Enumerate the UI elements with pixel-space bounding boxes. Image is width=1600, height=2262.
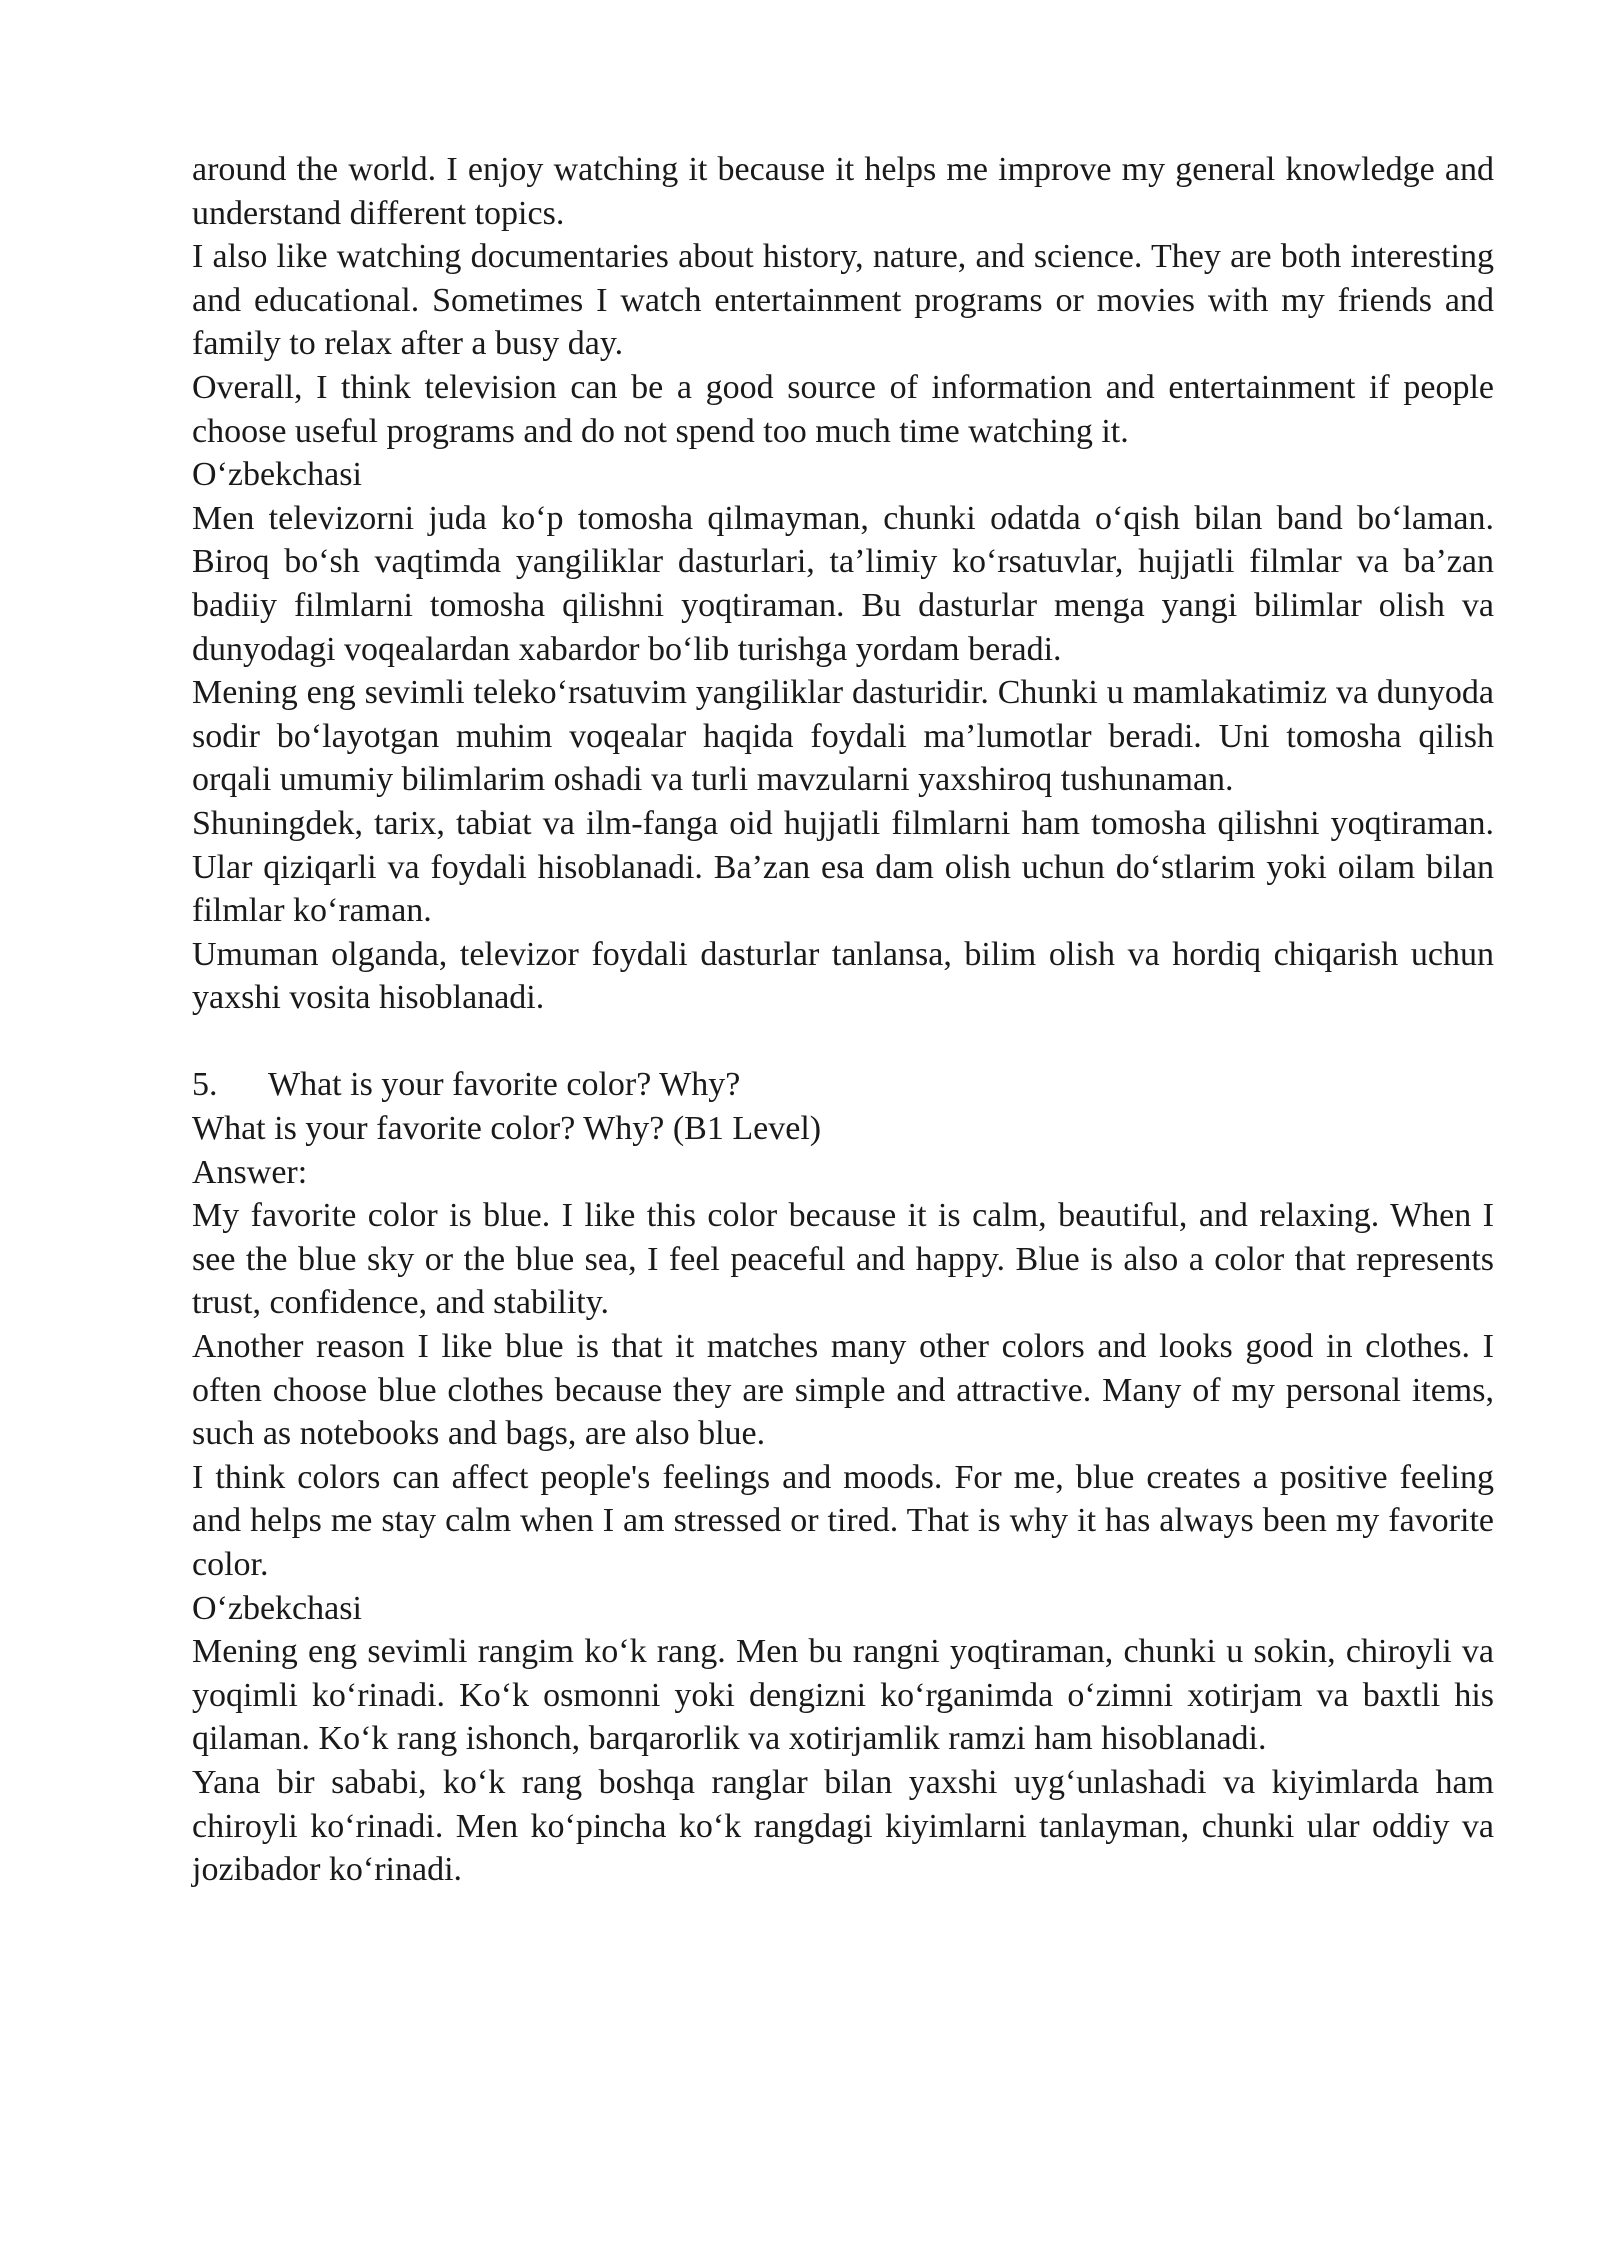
paragraph-tv-uzbek-3: Shuningdek, tarix, tabiat va ilm-fanga oid hujjatli filmlarni ham tomosha qilishni yoqtiraman. Ular qiziqarli va foydali hisoblanadi. Ba’zan esa dam olish uchun do‘stlarim yoki oilam bilan filmlar ko‘raman. — [192, 804, 1494, 930]
paragraph-tv-uzbek-1: Men televizorni juda ko‘p tomosha qilmayman, chunki odatda o‘qish bilan band bo‘laman. Biroq bo‘sh vaqtimda yangiliklar dasturlari, ta’limiy ko‘rsatuvlar, hujjatli filmlar va ba’zan badiiy filmlarni tomosha qilishni yoqtiraman. Bu dasturlar menga yangi bilimlar olish va dunyodagi voqealardan xabardor bo‘lib turishga yordam beradi. — [192, 499, 1494, 668]
question-text: What is your favorite color? Why? — [268, 1066, 741, 1104]
paragraph-tv-uzbek-4: Umuman olganda, televizor foydali dasturlar tanlansa, bilim olish va hordiq chiqarish uchun yaxshi vosita hisoblanadi. — [192, 935, 1494, 1017]
answer-label: Answer: — [192, 1153, 308, 1191]
paragraph-tv-uzbek-2: Mening eng sevimli teleko‘rsatuvim yangiliklar dasturidir. Chunki u mamlakatimiz va dunyoda sodir bo‘layotgan muhim voqealar haqida foydali ma’lumotlar beradi. Uni tomosha qilish orqali umumiy bilimlarim oshadi va turli mavzularni yaxshiroq tushunaman. — [192, 674, 1494, 799]
paragraph-tv-english-1: around the world. I enjoy watching it because it helps me improve my general knowledge and understand different topics. — [192, 151, 1494, 232]
document-page — [192, 148, 1494, 1892]
question-number: 5. — [192, 1066, 218, 1104]
blank-line — [192, 1020, 1494, 1064]
uzbek-label: O‘zbekchasi — [192, 1589, 362, 1627]
paragraph-tv-english-2: I also like watching documentaries about history, nature, and science. They are both interesting and educational. Sometimes I watch entertainment programs or movies with my friends and family to relax after a busy day. — [192, 238, 1494, 363]
question-subtitle: What is your favorite color? Why? (B1 Level) — [192, 1110, 822, 1148]
uzbek-label: O‘zbekchasi — [192, 456, 362, 494]
paragraph-color-english-2: Another reason I like blue is that it matches many other colors and looks good in clothes. I often choose blue clothes because they are simple and attractive. Many of my personal items, such as notebooks and bags, are also blue. — [192, 1328, 1494, 1453]
paragraph-color-uzbek-1: Mening eng sevimli rangim ko‘k rang. Men bu rangni yoqtiraman, chunki u sokin, chiroyli va yoqimli ko‘rinadi. Ko‘k osmonni yoki dengizni ko‘rganimda o‘zimni xotirjam va baxtli his qilaman. Ko‘k rang ishonch, barqarorlik va xotirjamlik ramzi ham hisoblanadi. — [192, 1633, 1494, 1758]
paragraph-color-english-1: My favorite color is blue. I like this color because it is calm, beautiful, and relaxing. When I see the blue sky or the blue sea, I feel peaceful and happy. Blue is also a color that represents trust, confidence, and stability. — [192, 1197, 1494, 1322]
question-heading — [192, 1063, 1494, 1107]
paragraph-tv-english-3: Overall, I think television can be a good source of information and entertainment if people choose useful programs and do not spend too much time watching it. — [192, 368, 1494, 450]
paragraph-color-english-3: I think colors can affect people's feelings and moods. For me, blue creates a positive feeling and helps me stay calm when I am stressed or tired. That is why it has always been my favorite color. — [192, 1458, 1494, 1583]
paragraph-color-uzbek-2: Yana bir sababi, ko‘k rang boshqa ranglar bilan yaxshi uyg‘unlashadi va kiyimlarda ham chiroyli ko‘rinadi. Men ko‘pincha ko‘k rangdagi kiyimlarni tanlayman, chunki ular oddiy va jozibador ko‘rinadi. — [192, 1763, 1494, 1889]
